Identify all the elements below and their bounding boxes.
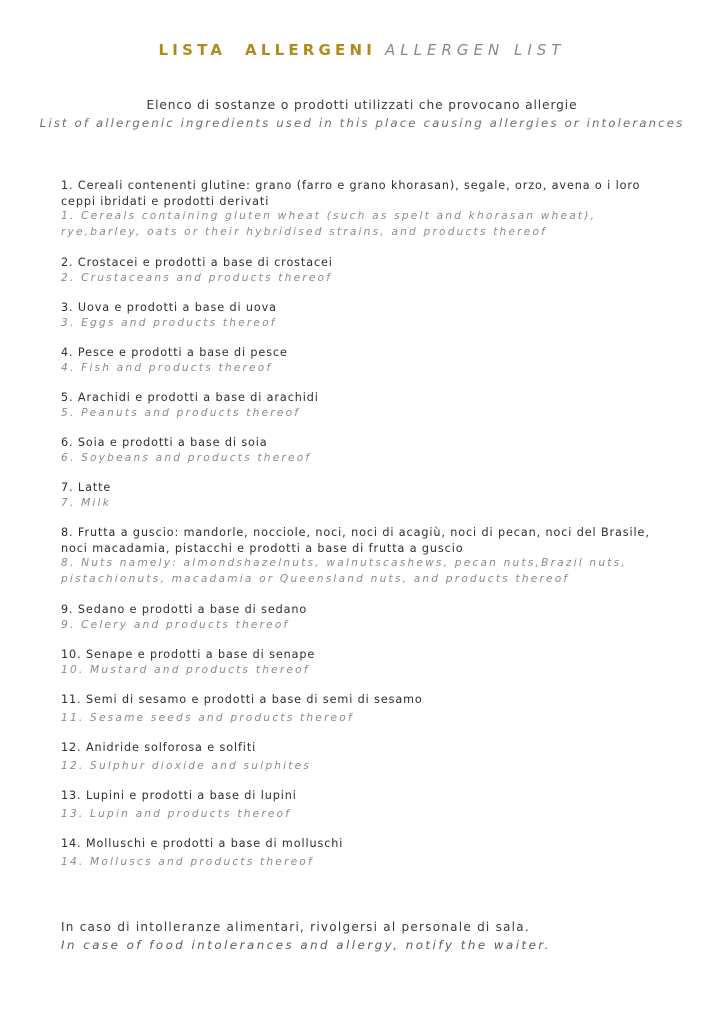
allergen-italian: 8. Frutta a guscio: mandorle, nocciole, noci, noci di acagiù, noci di pecan, noci del Brasile, noci macadamia, pistacchi e prodotti a base di frutta a guscio	[61, 526, 650, 555]
allergen-item	[61, 602, 661, 633]
allergen-italian: 10. Senape e prodotti a base di senape	[61, 648, 316, 661]
allergen-item	[61, 300, 661, 331]
allergen-item	[61, 178, 661, 240]
subtitle-italian: Elenco di sostanze o prodotti utilizzati che provocano allergie	[146, 98, 578, 112]
allergen-english: 6. Soybeans and products thereof	[61, 451, 312, 464]
allergen-italian: 9. Sedano e prodotti a base di sedano	[61, 603, 308, 616]
allergen-italian: 2. Crostacei e prodotti a base di crostacei	[61, 256, 333, 269]
allergen-item	[61, 692, 661, 726]
allergen-english: 5. Peanuts and products thereof	[61, 406, 301, 419]
allergen-english: 7. Milk	[61, 496, 112, 509]
allergen-english: 4. Fish and products thereof	[61, 361, 273, 374]
allergen-italian: 11. Semi di sesamo e prodotti a base di semi di sesamo	[61, 693, 423, 706]
allergen-italian: 6. Soia e prodotti a base di soia	[61, 436, 268, 449]
allergen-english: 14. Molluscs and products thereof	[61, 855, 314, 868]
allergen-item	[61, 390, 661, 421]
allergen-italian: 7. Latte	[61, 481, 112, 494]
allergen-italian: 12. Anidride solforosa e solfiti	[61, 741, 257, 754]
allergen-item	[61, 788, 661, 822]
allergen-english: 3. Eggs and products thereof	[61, 316, 277, 329]
allergen-italian: 3. Uova e prodotti a base di uova	[61, 301, 277, 314]
allergen-english: 10. Mustard and products thereof	[61, 663, 310, 676]
allergen-item	[61, 345, 661, 376]
allergen-english: 11. Sesame seeds and products thereof	[61, 711, 354, 724]
allergen-english: 13. Lupin and products thereof	[61, 807, 292, 820]
allergen-item	[61, 435, 661, 466]
allergen-item	[61, 255, 661, 286]
allergen-item	[61, 740, 661, 774]
footer-note	[61, 918, 681, 954]
subtitle-english: List of allergenic ingredients used in this place causing allergies or intolerances	[39, 116, 685, 130]
title-english: ALLERGEN LIST	[385, 41, 566, 59]
intro	[0, 96, 724, 132]
allergen-list	[61, 178, 661, 870]
footer-english: In case of food intolerances and allergy, notify the waiter.	[61, 938, 551, 952]
allergen-italian: 1. Cereali contenenti glutine: grano (farro e grano khorasan), segale, orzo, avena o i loro ceppi ibridati e prodotti derivati	[61, 179, 641, 208]
allergen-english: 12. Sulphur dioxide and sulphites	[61, 759, 312, 772]
allergen-italian: 5. Arachidi e prodotti a base di arachidi	[61, 391, 319, 404]
allergen-item	[61, 480, 661, 511]
allergen-english: 2. Crustaceans and products thereof	[61, 271, 333, 284]
allergen-italian: 4. Pesce e prodotti a base di pesce	[61, 346, 288, 359]
title-italian: LISTA ALLERGENI	[158, 41, 377, 59]
allergen-item	[61, 836, 661, 870]
allergen-english: 9. Celery and products thereof	[61, 618, 290, 631]
allergen-italian: 13. Lupini e prodotti a base di lupini	[61, 789, 297, 802]
footer-italian: In caso di intolleranze alimentari, rivolgersi al personale di sala.	[61, 920, 530, 934]
allergen-italian: 14. Molluschi e prodotti a base di molluschi	[61, 837, 344, 850]
allergen-english: 1. Cereals containing gluten wheat (such as spelt and khorasan wheat), rye,barley, oats or their hybridised strains, and products thereof	[61, 210, 597, 238]
allergen-item	[61, 525, 661, 587]
page-title	[0, 40, 724, 60]
allergen-english: 8. Nuts namely: almondshazelnuts, walnutscashews, pecan nuts,Brazil nuts, pistachionuts, macadamia or Queensland nuts, and products thereof	[61, 557, 627, 585]
allergen-item	[61, 647, 661, 678]
